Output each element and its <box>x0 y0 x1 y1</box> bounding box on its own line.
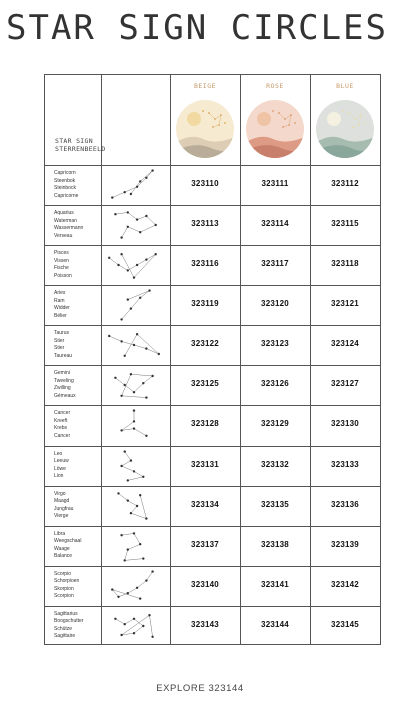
rose-circle-swatch[interactable] <box>245 99 305 159</box>
sign-name: Bélier <box>54 312 67 319</box>
sign-name: Waterman <box>54 217 77 224</box>
constellation-star <box>120 236 122 238</box>
sign-name: Aquarius <box>54 210 74 217</box>
constellation-star <box>120 430 122 432</box>
constellation-star <box>108 257 110 259</box>
sign-name: Poisson <box>54 272 72 279</box>
product-code[interactable]: 323122 <box>191 339 219 349</box>
constellation-star <box>120 634 122 636</box>
constellation-star <box>136 504 138 506</box>
product-table <box>44 74 381 645</box>
sign-names <box>54 330 72 360</box>
product-code[interactable]: 323115 <box>331 219 359 229</box>
swatch-star <box>294 122 296 124</box>
constellation-star <box>124 559 126 561</box>
product-code[interactable]: 323134 <box>191 499 219 509</box>
beige-circle-swatch[interactable] <box>175 99 235 159</box>
sign-names <box>54 170 78 200</box>
product-code[interactable]: 323142 <box>331 579 359 589</box>
constellation-icon <box>103 407 165 443</box>
sign-name: Cancer <box>54 432 71 439</box>
sign-names <box>54 571 79 601</box>
constellation-star <box>117 492 119 494</box>
sign-name: Sagittaire <box>54 633 76 640</box>
constellation-line <box>115 375 152 398</box>
constellation-star <box>136 264 138 266</box>
constellation-star <box>155 224 157 226</box>
product-code[interactable]: 323132 <box>261 459 289 469</box>
sign-name: Wassermann <box>54 225 84 232</box>
constellation-star <box>133 470 135 472</box>
sign-names <box>54 611 83 641</box>
constellation-icon <box>103 568 165 604</box>
product-code[interactable]: 323130 <box>331 419 359 429</box>
constellation-star <box>139 180 141 182</box>
constellation-star <box>142 382 144 384</box>
sign-name: Taureau <box>54 352 73 359</box>
sign-name: Balance <box>54 553 73 560</box>
constellation-star <box>130 193 132 195</box>
product-code[interactable]: 323128 <box>191 419 219 429</box>
table-row <box>45 566 380 606</box>
swatch-sun <box>257 112 271 126</box>
constellation-star <box>120 534 122 536</box>
constellation-star <box>124 623 126 625</box>
sign-name: Vissen <box>54 257 69 264</box>
sign-name: Capricorne <box>54 192 79 199</box>
constellation-star <box>114 377 116 379</box>
sign-name: Kreeft <box>54 417 68 424</box>
table-row <box>45 205 380 245</box>
product-code[interactable]: 323119 <box>191 299 219 309</box>
constellation-star <box>130 373 132 375</box>
sign-name: Widder <box>54 305 70 312</box>
constellation-star <box>136 333 138 335</box>
constellation-icon <box>103 448 165 484</box>
constellation-star <box>136 218 138 220</box>
constellation-star <box>145 348 147 350</box>
product-code[interactable]: 323138 <box>261 539 289 549</box>
sign-name: Vierge <box>54 513 69 520</box>
blue-circle-swatch[interactable] <box>315 99 375 159</box>
table-row <box>45 285 380 325</box>
page-title: STAR SIGN CIRCLES <box>6 8 388 48</box>
table-row <box>45 606 380 646</box>
product-code[interactable]: 323126 <box>261 379 289 389</box>
constellation-icon <box>103 608 165 644</box>
constellation-star <box>130 512 132 514</box>
product-code[interactable]: 323110 <box>191 179 219 188</box>
constellation-star <box>145 215 147 217</box>
constellation-star <box>139 231 141 233</box>
constellation-star <box>120 318 122 320</box>
constellation-star <box>133 410 135 412</box>
star-sign-header <box>55 137 106 153</box>
product-code[interactable]: 323114 <box>261 219 289 229</box>
product-code[interactable]: 323121 <box>331 299 359 309</box>
sign-name: Scorpion <box>54 593 74 600</box>
sign-name: Libra <box>54 530 66 537</box>
constellation-star <box>145 517 147 519</box>
sign-name: Lion <box>54 473 64 480</box>
constellation-line <box>112 571 152 598</box>
constellation-star <box>158 353 160 355</box>
sign-name: Taurus <box>54 330 70 337</box>
sign-name: Stier <box>54 345 65 352</box>
constellation-star <box>124 384 126 386</box>
swatch-star <box>272 110 274 112</box>
constellation-star <box>133 421 135 423</box>
constellation-star <box>151 169 153 171</box>
constellation-star <box>130 308 132 310</box>
constellation-star <box>120 253 122 255</box>
product-code[interactable]: 323112 <box>331 179 359 188</box>
product-code[interactable]: 323136 <box>331 499 359 509</box>
table-row <box>45 526 380 566</box>
product-code[interactable]: 323124 <box>331 339 359 349</box>
sign-name: Skorpion <box>54 585 74 592</box>
constellation-star <box>127 211 129 213</box>
constellation-star <box>117 264 119 266</box>
constellation-star <box>124 450 126 452</box>
constellation-star <box>148 290 150 292</box>
constellation-star <box>127 548 129 550</box>
sign-names <box>54 531 81 561</box>
constellation-icon <box>103 488 165 524</box>
constellation-star <box>111 588 113 590</box>
constellation-star <box>127 299 129 301</box>
constellation-star <box>145 397 147 399</box>
product-code[interactable]: 323113 <box>191 219 219 229</box>
sign-names <box>54 491 73 521</box>
constellation-star <box>114 617 116 619</box>
constellation-star <box>139 297 141 299</box>
table-row <box>45 365 380 405</box>
sign-name: Aries <box>54 290 66 297</box>
sign-name: Maagd <box>54 498 70 505</box>
constellation-star <box>127 499 129 501</box>
sign-name: Schütze <box>54 625 73 632</box>
constellation-star <box>139 597 141 599</box>
constellation-line <box>122 411 147 436</box>
sign-name: Stier <box>54 337 65 344</box>
sign-name: Zwilling <box>54 385 71 392</box>
constellation-line <box>119 493 147 518</box>
product-code[interactable]: 323117 <box>261 259 289 269</box>
sign-name: Löwe <box>54 465 66 472</box>
constellation-star <box>139 543 141 545</box>
constellation-star <box>145 259 147 261</box>
sign-name: Schorpioen <box>54 578 80 585</box>
product-code[interactable]: 323118 <box>331 259 359 269</box>
constellation-line <box>115 212 155 237</box>
sterrenbeeld-label: STERRENBEELD <box>55 145 106 153</box>
sign-name: Leo <box>54 450 63 457</box>
table-row <box>45 486 380 526</box>
constellation-star <box>114 213 116 215</box>
sign-names <box>54 370 76 400</box>
sign-names <box>54 250 72 280</box>
constellation-star <box>127 479 129 481</box>
sign-name: Verseau <box>54 232 73 239</box>
sign-name: Virgo <box>54 490 66 497</box>
sign-name: Steenbok <box>54 177 76 184</box>
column-name-blue: BLUE <box>336 82 354 90</box>
constellation-line <box>122 291 150 320</box>
swatch-sun <box>187 112 201 126</box>
constellation-icon <box>103 287 165 323</box>
product-code[interactable]: 323125 <box>191 379 219 389</box>
product-code[interactable]: 323139 <box>331 539 359 549</box>
sign-name: Tweeling <box>54 377 74 384</box>
constellation-star <box>133 391 135 393</box>
constellation-star <box>136 586 138 588</box>
sign-name: Scorpio <box>54 570 71 577</box>
constellation-star <box>111 196 113 198</box>
explore-link[interactable]: EXPLORE 323144 <box>156 683 244 694</box>
sign-name: Cancer <box>54 410 71 417</box>
sign-name: Weegschaal <box>54 538 82 545</box>
constellation-star <box>124 191 126 193</box>
product-code[interactable]: 323133 <box>331 459 359 469</box>
product-code[interactable]: 323145 <box>331 619 359 629</box>
constellation-icon <box>103 207 165 243</box>
constellation-star <box>130 459 132 461</box>
constellation-star <box>133 617 135 619</box>
swatch-star <box>202 110 204 112</box>
constellation-star <box>151 570 153 572</box>
constellation-star <box>145 579 147 581</box>
constellation-star <box>145 177 147 179</box>
constellation-star <box>136 186 138 188</box>
constellation-icon <box>103 327 165 363</box>
constellation-star <box>108 335 110 337</box>
constellation-star <box>139 494 141 496</box>
product-code[interactable]: 323144 <box>261 619 289 629</box>
product-code[interactable]: 323123 <box>261 339 289 349</box>
constellation-line <box>122 533 144 560</box>
swatch-sun <box>327 112 341 126</box>
constellation-icon <box>103 247 165 283</box>
constellation-star <box>120 341 122 343</box>
constellation-icon <box>103 367 165 403</box>
constellation-line <box>109 254 156 277</box>
constellation-star <box>142 557 144 559</box>
constellation-star <box>142 625 144 627</box>
sign-names <box>54 410 70 440</box>
product-code[interactable]: 323116 <box>191 259 219 269</box>
product-code[interactable]: 323129 <box>261 419 289 429</box>
swatch-star <box>342 110 344 112</box>
constellation-star <box>133 344 135 346</box>
sign-name: Ram <box>54 297 65 304</box>
constellation-star <box>142 475 144 477</box>
product-code[interactable]: 323135 <box>261 499 289 509</box>
sign-name: Fische <box>54 265 69 272</box>
constellation-star <box>151 375 153 377</box>
table-row <box>45 245 380 285</box>
sign-name: Pisces <box>54 250 69 257</box>
sign-name: Gémeaux <box>54 392 76 399</box>
column-name-beige: BEIGE <box>193 82 217 90</box>
product-code[interactable]: 323120 <box>261 299 289 309</box>
constellation-line <box>112 171 152 198</box>
product-code[interactable]: 323127 <box>331 379 359 389</box>
table-row <box>45 165 380 205</box>
sign-name: Krebs <box>54 425 68 432</box>
constellation-star <box>127 269 129 271</box>
column-name-rose: ROSE <box>266 82 284 90</box>
constellation-star <box>151 635 153 637</box>
product-code[interactable]: 323137 <box>191 539 219 549</box>
constellation-star <box>133 277 135 279</box>
constellation-star <box>127 226 129 228</box>
constellation-icon <box>103 167 165 203</box>
table-row <box>45 446 380 486</box>
sign-names <box>54 210 83 240</box>
constellation-star <box>155 253 157 255</box>
constellation-icon <box>103 528 165 564</box>
sign-name: Leeuw <box>54 458 69 465</box>
product-code[interactable]: 323143 <box>191 619 219 629</box>
sign-names <box>54 451 69 481</box>
swatch-star <box>364 122 366 124</box>
sign-name: Capricorn <box>54 170 76 176</box>
product-code[interactable]: 323131 <box>191 459 219 469</box>
table-row <box>45 325 380 365</box>
sign-name: Waage <box>54 545 70 552</box>
sign-name: Sagittarius <box>54 610 78 617</box>
sign-name: Steinbock <box>54 185 76 191</box>
swatch-star <box>224 122 226 124</box>
star-sign-label: STAR SIGN <box>55 137 93 145</box>
constellation-star <box>133 428 135 430</box>
constellation-star <box>124 355 126 357</box>
product-code[interactable]: 323140 <box>191 579 219 589</box>
constellation-star <box>133 632 135 634</box>
constellation-star <box>117 595 119 597</box>
constellation-star <box>145 435 147 437</box>
constellation-star <box>127 592 129 594</box>
constellation-line <box>122 451 144 480</box>
sign-name: Boogschutter <box>54 618 84 625</box>
product-code[interactable]: 323141 <box>261 579 289 589</box>
table-row <box>45 405 380 445</box>
sign-names <box>54 290 70 320</box>
sign-name: Jungfrau <box>54 505 74 512</box>
constellation-star <box>133 532 135 534</box>
product-code[interactable]: 323111 <box>261 179 289 188</box>
constellation-star <box>120 395 122 397</box>
sign-name: Gemini <box>54 370 70 377</box>
constellation-star <box>120 464 122 466</box>
constellation-star <box>148 614 150 616</box>
